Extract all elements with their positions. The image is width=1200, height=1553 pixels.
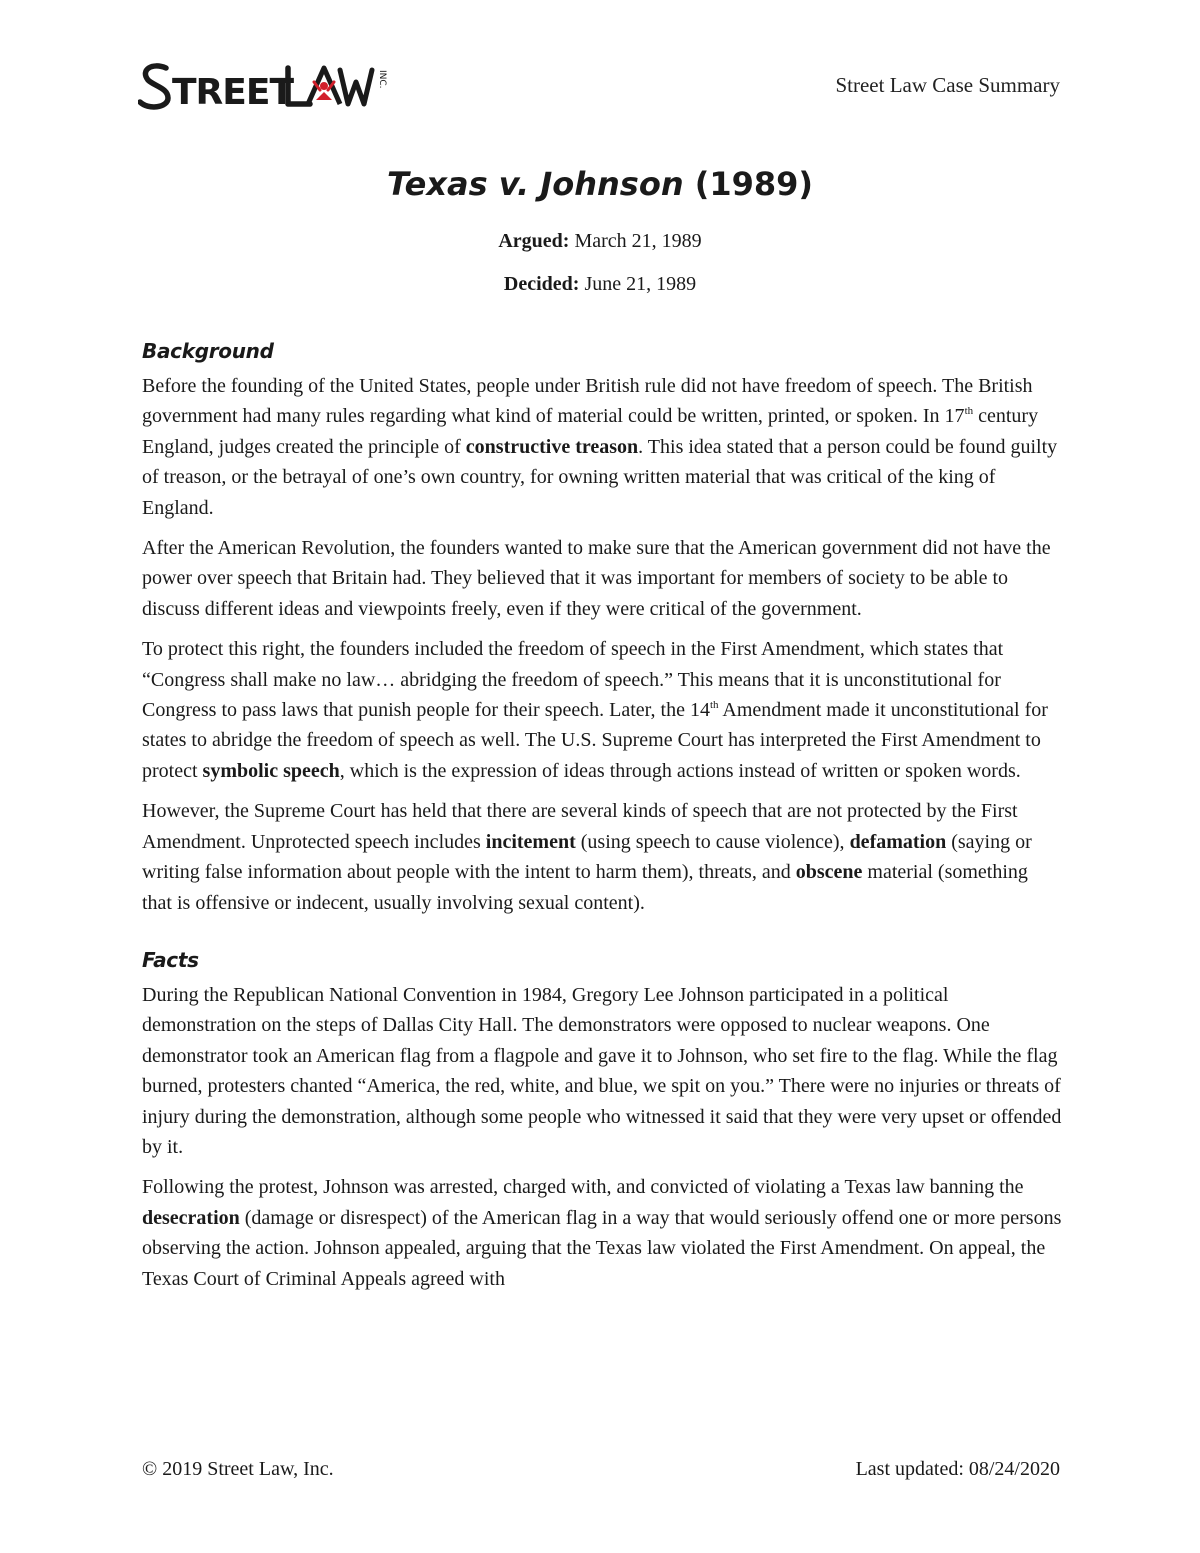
text-run: Before the founding of the United States, people under British rule did not have freedom of speech. The British government had many rules regarding what kind of material could be written, printed, or spoken. In 17 (142, 375, 1033, 428)
footer-updated: Last updated: 08/24/2020 (855, 1458, 1060, 1480)
background-heading: Background (142, 339, 274, 363)
text-run: . This idea stated that a person could be found guilty of treason, or the betrayal of one’s own country, for owning written material that was critical of the king of England. (142, 435, 1058, 519)
text-run: (using speech to cause violence), (575, 830, 850, 853)
argued-value: March 21, 1989 (574, 230, 702, 252)
svg-text:TREET: TREET (172, 72, 294, 113)
street-law-logo (138, 60, 388, 114)
text-run: (damage or disrespect) of the American flag in a way that would seriously offend one or more persons observing the action. Johnson appealed, arguing that the Texas law violated the First Amendment. On appeal, the Texas Court of Criminal Appeals agreed with (142, 1206, 1062, 1290)
facts-paragraph-2 (142, 1172, 1062, 1294)
text-run: , which is the expression of ideas through actions instead of written or spoken words. (339, 759, 1021, 782)
page-title (0, 165, 1200, 203)
case-year: (1989) (694, 165, 814, 203)
key-term: defamation (849, 830, 947, 853)
text-run: Following the protest, Johnson was arrested, charged with, and convicted of violating a Texas law banning the (142, 1176, 1024, 1199)
background-paragraph-3 (142, 634, 1062, 786)
header-label: Street Law Case Summary (835, 73, 1060, 97)
key-term: symbolic speech (202, 759, 340, 782)
facts-heading: Facts (142, 947, 199, 972)
key-term: incitement (485, 830, 576, 853)
background-paragraph-1 (142, 371, 1062, 523)
argued-date (0, 230, 1200, 253)
text-run: However, the Supreme Court has held that there are several kinds of speech that are not protected by the First Amendment. Unprotected speech includes (142, 800, 1018, 853)
text-run: (saying or writing false information about people with the intent to harm them), threats, and (142, 830, 1032, 884)
argued-label: Argued: (498, 230, 570, 252)
key-term: obscene (795, 861, 863, 884)
superscript: th (709, 699, 719, 712)
superscript: th (964, 405, 974, 418)
key-term: constructive treason (465, 435, 639, 458)
text-run: material (something that is offensive or indecent, usually involving sexual content). (142, 861, 1028, 914)
document-body (142, 335, 1062, 1304)
text-run: To protect this right, the founders included the freedom of speech in the First Amendment, which states that “Congress shall make no law… abridging the freedom of speech.” This means that it is unconstitutional for Congress to pass laws that punish people for their speech. Later, the 14 (142, 638, 1004, 722)
decided-value: June 21, 1989 (584, 273, 697, 295)
case-name: Texas v. Johnson (386, 165, 684, 203)
decided-label: Decided: (503, 273, 580, 295)
footer-copyright: © 2019 Street Law, Inc. (142, 1458, 334, 1480)
text-run: Amendment made it unconstitutional for states to abridge the freedom of speech as well. The U.S. Supreme Court has interpreted the First Amendment to protect (142, 699, 1048, 782)
key-term: desecration (142, 1206, 240, 1229)
text-run: century England, judges created the principle of (142, 405, 1039, 458)
background-paragraph-2: After the American Revolution, the founders wanted to make sure that the American government did not have the power over speech that Britain had. They believed that it was important for members of society to be able to discuss different ideas and viewpoints freely, even if they were critical of the government. (142, 537, 1051, 620)
decided-date (0, 273, 1200, 296)
background-paragraph-4 (142, 796, 1062, 918)
facts-paragraph-1: During the Republican National Convention in 1984, Gregory Lee Johnson participated in a political demonstration on the steps of Dallas City Hall. The demonstrators were opposed to nuclear weapons. One demonstrator took an American flag from a flagpole and gave it to Johnson, who set fire to the flag. While the flag burned, protesters chanted “America, the red, white, and blue, we spit on you.” There were no injuries or threats of injury during the demonstration, although some people who witnessed it said that they were very upset or offended by it. (142, 983, 1062, 1158)
svg-text:INC.: INC. (377, 70, 387, 89)
